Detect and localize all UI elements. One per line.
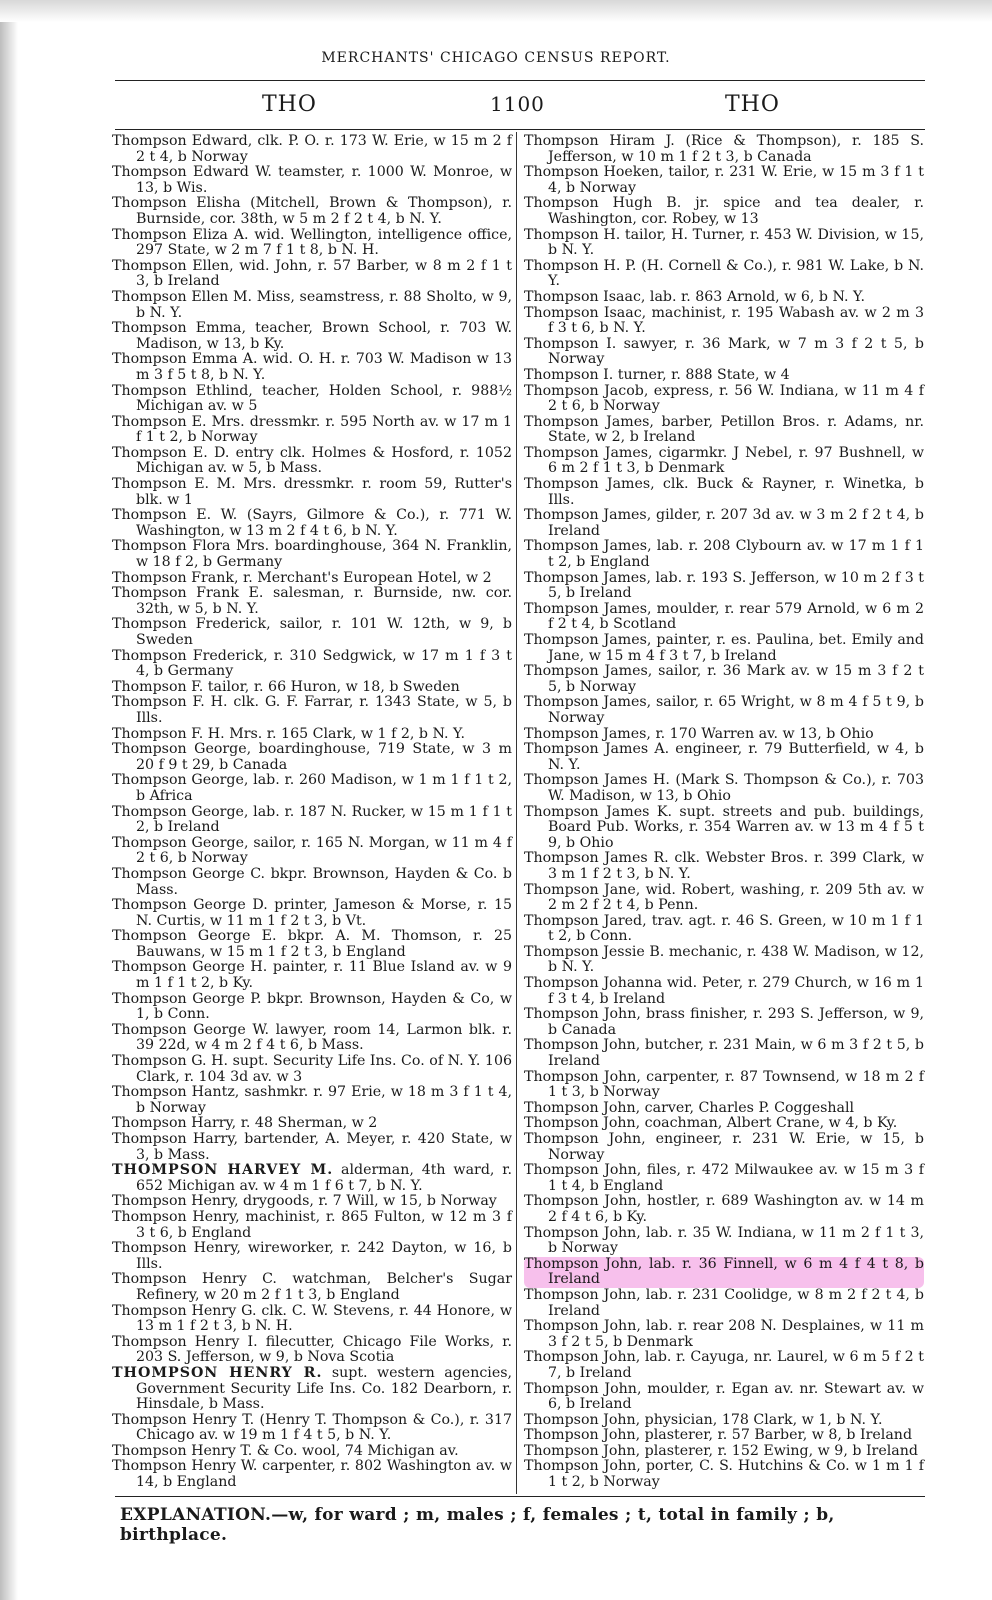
directory-entry [112,1241,512,1272]
entry-text: Thompson James, lab. r. 208 Clybourn av. w 17 m 1 f 1 t 2, b England [524,538,924,571]
entry-text: Thompson John, hostler, r. 689 Washington av. w 14 m 2 f 4 t 6, b Ky. [524,1193,924,1225]
entry-text: Thompson John, lab. r. Cayuga, nr. Laurel, w 6 m 5 f 2 t 7, b Ireland [524,1349,924,1381]
entry-text: Thompson James, sailor, r. 65 Wright, w 8 m 4 f 5 t 9, b Norway [524,694,924,726]
directory-entry [112,695,512,726]
header-rule-bottom [115,129,925,130]
directory-entry [524,477,924,508]
directory-entry [524,1163,924,1194]
directory-entry [524,290,924,306]
entry-text: Thompson John, plasterer, r. 57 Barber, w 8, b Ireland [524,1427,913,1444]
directory-entry [524,695,924,726]
directory-entry [112,649,512,680]
entry-text: Thompson Henry I. filecutter, Chicago File Works, r. 203 S. Jefferson, w 9, b Nova Scotia [112,1333,512,1366]
highlighted-directory-entry [524,1257,924,1288]
directory-entry [524,945,924,976]
entry-text: Thompson James R. clk. Webster Bros. r. 399 Clark, w 3 m 1 f 2 t 3, b N. Y. [524,850,924,882]
directory-entry [524,1101,924,1117]
directory-entry [524,1070,924,1101]
entry-text: Thompson Emma A. wid. O. H. r. 703 W. Madison w 13 m 3 f 5 t 8, b N. Y. [112,351,512,383]
directory-entry [524,1116,924,1132]
directory-entry [112,539,512,570]
entry-text: Thompson James H. (Mark S. Thompson & Co.), r. 703 W. Madison, w 13, b Ohio [524,772,924,804]
directory-entry [524,196,924,227]
entry-text: Thompson Frederick, sailor, r. 101 W. 12th, w 9, b Sweden [112,616,512,648]
entry-text: Thompson James A. engineer, r. 79 Butterfield, w 4, b N. Y. [524,741,924,773]
entry-text: Thompson Henry G. clk. C. W. Stevens, r. 44 Honore, w 13 m 1 f 2 t 3, b N. H. [112,1302,512,1335]
header-rule-top [115,80,925,81]
entry-text: Thompson I. sawyer, r. 36 Mark, w 7 m 3 f 2 t 5, b Norway [524,335,924,368]
directory-entry [524,1459,924,1490]
entry-text: Thompson H. tailor, H. Turner, r. 453 W. Division, w 15, b N. Y. [524,226,924,259]
entry-bold-name: THOMPSON HARVEY M. [112,1162,334,1179]
entry-text: Thompson John, moulder, r. Egan av. nr. Stewart av. w 6, b Ireland [524,1380,924,1413]
directory-entry [112,742,512,773]
entry-text: Thompson George, lab. r. 187 N. Rucker, w 15 m 1 f 1 t 2, b Ireland [112,803,512,836]
entry-text: Thompson Henry, drygoods, r. 7 Will, w 15, b Norway [112,1193,497,1210]
directory-entry [524,165,924,196]
left-column [112,134,512,1491]
entry-text: Thompson Frank E. salesman, r. Burnside, nw. cor. 32th, w 5, b N. Y. [112,585,512,617]
entry-text: Thompson Ellen, wid. John, r. 57 Barber, w 8 m 2 f 1 t 3, b Ireland [112,257,512,290]
directory-entry [112,1366,512,1413]
directory-entry [112,571,512,587]
directory-entry [524,742,924,773]
entry-text: Thompson John, physician, 178 Clark, w 1, b N. Y. [524,1411,883,1428]
entry-text: alderman, 4th ward, r. 652 Michigan av. w 4 m 1 f 6 t 7, b N. Y. [136,1162,513,1194]
entry-text: Thompson Emma, teacher, Brown School, r. 703 W. Madison, w 13, b Ky. [112,320,512,352]
entry-text: Thompson Henry T. (Henry T. Thompson & Co.), r. 317 Chicago av. w 19 m 1 f 4 t 5, b N. Y. [112,1411,512,1444]
directory-entry [112,477,512,508]
entry-text: Thompson John, porter, C. S. Hutchins & Co. w 1 m 1 f 1 t 2, b Norway [524,1458,924,1491]
directory-entry [524,633,924,664]
entry-text: Thompson George E. bkpr. A. M. Thomson, r. 25 Bauwans, w 15 m 1 f 2 t 3, b England [112,928,512,960]
entry-text: Thompson John, coachman, Albert Crane, w 4, b Ky. [524,1115,898,1132]
directory-entry [524,976,924,1007]
entry-text: Thompson Eliza A. wid. Wellington, intelligence office, 297 State, w 2 m 7 f 1 t 8, b N. H. [112,226,512,259]
directory-entry [524,1038,924,1069]
directory-entry [524,1444,924,1460]
entry-text: Thompson Isaac, lab. r. 863 Arnold, w 6, b N. Y. [524,288,866,305]
entry-text: Thompson James, painter, r. es. Paulina, bet. Emily and Jane, w 15 m 4 f 3 t 7, b Ireland [524,632,924,664]
directory-entry [524,1428,924,1444]
entry-text: Thompson E. D. entry clk. Holmes & Hosford, r. 1052 Michigan av. w 5, b Mass. [112,444,512,477]
directory-entry [112,134,512,165]
directory-entry [112,321,512,352]
directory-entry [524,446,924,477]
directory-entry [524,602,924,633]
directory-entry [112,898,512,929]
directory-entry [524,1226,924,1257]
directory-entry [524,851,924,882]
entry-bold-name: THOMPSON HENRY R. [112,1364,323,1381]
entry-text: Thompson Jessie B. mechanic, r. 438 W. Madison, w 12, b N. Y. [524,943,924,976]
entry-text: Thompson F. H. Mrs. r. 165 Clark, w 1 f 2, b N. Y. [112,725,466,742]
entry-text: Thompson John, plasterer, r. 152 Ewing, w 9, b Ireland [524,1442,918,1459]
directory-entry [112,196,512,227]
entry-text: Thompson John, lab. r. 231 Coolidge, w 8 m 2 f 2 t 4, b Ireland [524,1286,924,1319]
directory-entry [112,992,512,1023]
entry-text: Thompson John, carver, Charles P. Coggeshall [524,1099,855,1116]
directory-entry [524,368,924,384]
entry-text: Thompson Henry W. carpenter, r. 802 Washington av. w 14, b England [112,1458,512,1491]
directory-entry [524,883,924,914]
entry-text: Thompson G. H. supt. Security Life Ins. Co. of N. Y. 106 Clark, r. 104 3d av. w 3 [112,1053,512,1085]
directory-entry [112,1272,512,1303]
directory-entry [112,1023,512,1054]
entry-text: Thompson Ellen M. Miss, seamstress, r. 88 Sholto, w 9, b N. Y. [112,288,512,321]
directory-entry [112,805,512,836]
directory-entry [112,1163,512,1194]
directory-entry [112,836,512,867]
entry-text: Thompson Edward, clk. P. O. r. 173 W. Erie, w 15 m 2 f 2 t 4, b Norway [112,133,512,165]
entry-text: Thompson Harry, r. 48 Sherman, w 2 [112,1115,378,1132]
entry-text: Thompson James, cigarmkr. J Nebel, r. 97 Bushnell, w 6 m 2 f 1 t 3, b Denmark [524,444,924,477]
entry-text: Thompson James, gilder, r. 207 3d av. w 3 m 2 f 2 t 4, b Ireland [524,507,924,539]
directory-entry [112,259,512,290]
directory-entry [524,508,924,539]
directory-entry [524,773,924,804]
directory-entry [112,1132,512,1163]
directory-entry [524,914,924,945]
entry-text: Thompson George W. lawyer, room 14, Larmon blk. r. 39 22d, w 4 m 2 f 4 t 6, b Mass. [112,1021,512,1054]
directory-entry [112,228,512,259]
directory-entry [524,1382,924,1413]
entry-text: Thompson E. M. Mrs. dressmkr. r. room 59, Rutter's blk. w 1 [112,476,512,508]
directory-entry [524,134,924,165]
entry-text: Thompson Jane, wid. Robert, washing, r. 209 5th av. w 2 m 2 f 2 t 4, b Penn. [524,881,924,914]
entry-text: Thompson Edward W. teamster, r. 1000 W. Monroe, w 13, b Wis. [112,164,512,196]
directory-entry [112,586,512,617]
directory-entry [524,1288,924,1319]
entry-text: Thompson Henry, wireworker, r. 242 Dayton, w 16, b Ills. [112,1240,512,1272]
directory-entry [524,571,924,602]
directory-entry [112,1335,512,1366]
directory-entry [112,617,512,648]
entry-text: Thompson E. Mrs. dressmkr. r. 595 North av. w 17 m 1 f 1 t 2, b Norway [112,413,512,446]
directory-entry [524,664,924,695]
running-head: MERCHANTS' CHICAGO CENSUS REPORT. [321,50,671,66]
entry-text: Thompson John, files, r. 472 Milwaukee av. w 15 m 3 f 1 t 4, b England [524,1162,924,1194]
entry-text: Thompson Ethlind, teacher, Holden School, r. 988½ Michigan av. w 5 [112,382,512,415]
directory-entry [112,1054,512,1085]
entry-text: Thompson Harry, bartender, A. Meyer, r. 420 State, w 3, b Mass. [112,1131,512,1163]
entry-text: Thompson Johanna wid. Peter, r. 279 Church, w 16 m 1 f 3 t 4, b Ireland [524,975,924,1007]
entry-text: Thompson F. H. clk. G. F. Farrar, r. 1343 State, w 5, b Ills. [112,694,512,726]
entry-text: Thompson John, engineer, r. 231 W. Erie, w 15, b Norway [524,1131,924,1163]
entry-text: Thompson George, boardinghouse, 719 State, w 3 m 20 f 9 t 29, b Canada [112,741,512,773]
guide-word-right: THO [725,92,780,117]
directory-entry [524,727,924,743]
directory-entry [112,446,512,477]
directory-entry [112,508,512,539]
entry-text: Thompson Henry C. watchman, Belcher's Sugar Refinery, w 20 m 2 f 1 t 3, b England [112,1271,512,1303]
directory-entry [112,1413,512,1444]
directory-entry [524,1413,924,1429]
entry-text: Thompson John, lab. r. 35 W. Indiana, w 11 m 2 f 1 t 3, b Norway [524,1224,924,1257]
directory-entry [524,1132,924,1163]
directory-entry [112,1459,512,1490]
directory-entry [524,259,924,290]
entry-text: Thompson F. tailor, r. 66 Huron, w 18, b Sweden [112,678,460,695]
entry-text: Thompson Elisha (Mitchell, Brown & Thompson), r. Burnside, cor. 38th, w 5 m 2 f 2 t 4, b N. Y. [112,195,512,227]
entry-text: Thompson George, lab. r. 260 Madison, w 1 m 1 f 1 t 2, b Africa [112,772,512,804]
directory-entry [524,306,924,337]
entry-text: Thompson Hiram J. (Rice & Thompson), r. 185 S. Jefferson, w 10 m 1 f 2 t 3, b Canada [524,133,924,165]
entry-text: Thompson George P. bkpr. Brownson, Hayden & Co, w 1, b Conn. [112,990,512,1023]
directory-entry [112,1210,512,1241]
entry-text: Thompson Frank, r. Merchant's European Hotel, w 2 [112,569,492,586]
directory-entry [112,384,512,415]
page-number: 1100 [490,92,545,116]
entry-text: Thompson John, carpenter, r. 87 Townsend, w 18 m 2 f 1 t 3, b Norway [524,1068,924,1101]
directory-entry [524,1350,924,1381]
entry-text: Thompson James, clk. Buck & Rayner, r. Winetka, b Ills. [524,476,924,508]
directory-entry [112,290,512,321]
entry-text: Thompson George H. painter, r. 11 Blue Island av. w 9 m 1 f 1 t 2, b Ky. [112,959,512,992]
entry-text: Thompson James, lab. r. 193 S. Jefferson, w 10 m 2 f 3 t 5, b Ireland [524,569,924,602]
entry-text: Thompson I. turner, r. 888 State, w 4 [524,366,790,383]
entry-text: Thompson Jacob, express, r. 56 W. Indiana, w 11 m 4 f 2 t 6, b Norway [524,382,924,415]
directory-entry [524,539,924,570]
right-column [524,134,924,1491]
entry-text: Thompson Henry T. & Co. wool, 74 Michigan av. [112,1442,459,1459]
directory-entry [524,1319,924,1350]
entry-text: Thompson George C. bkpr. Brownson, Hayden & Co. b Mass. [112,865,512,898]
directory-entry [112,1194,512,1210]
entry-text: Thompson James K. supt. streets and pub. buildings, Board Pub. Works, r. 354 Warren av. w 13 m 4 f 5 t 9, b Ohio [524,803,924,851]
entry-text: supt. western agencies, Government Security Life Ins. Co. 182 Dearborn, r. Hinsdale, b Mass. [136,1364,513,1413]
directory-entry [112,415,512,446]
entry-text: Thompson John, brass finisher, r. 293 S. Jefferson, w 9, b Canada [524,1006,924,1038]
directory-entry [112,352,512,383]
directory-entry [112,1444,512,1460]
directory-entry [524,337,924,368]
directory-entry [112,867,512,898]
directory-entry [112,165,512,196]
directory-entry [524,228,924,259]
entry-text: Thompson Hantz, sashmkr. r. 97 Erie, w 18 m 3 f 1 t 4, b Norway [112,1084,512,1116]
footer-rule [115,1496,925,1497]
directory-entry [524,415,924,446]
entry-text: Thompson Flora Mrs. boardinghouse, 364 N. Franklin, w 18 f 2, b Germany [112,538,512,571]
directory-entry [112,1116,512,1132]
entry-text: Thompson E. W. (Sayrs, Gilmore & Co.), r. 771 W. Washington, w 13 m 2 f 4 t 6, b N. Y. [112,507,512,539]
directory-entry [112,929,512,960]
entry-text: Thompson H. P. (H. Cornell & Co.), r. 981 W. Lake, b N. Y. [524,257,924,290]
directory-entry [524,1194,924,1225]
directory-entry [524,805,924,852]
directory-entry [112,727,512,743]
entry-text: Thompson John, lab. r. 36 Finnell, w 6 m 4 f 4 t 8, b Ireland [524,1255,924,1288]
entry-text: Thompson Hugh B. jr. spice and tea dealer, r. Washington, cor. Robey, w 13 [524,195,924,227]
column-divider [516,132,517,1494]
explanation-footer: EXPLANATION.—w, for ward ; m, males ; f, females ; t, total in family ; b, birthplace. [120,1505,835,1545]
entry-text: Thompson John, lab. r. rear 208 N. Desplaines, w 11 m 3 f 2 t 5, b Denmark [524,1318,924,1350]
entry-text: Thompson James, moulder, r. rear 579 Arnold, w 6 m 2 f 2 t 4, b Scotland [524,600,924,633]
entry-text: Thompson George, sailor, r. 165 N. Morgan, w 11 m 4 f 2 t 6, b Norway [112,834,512,867]
entry-text: Thompson Frederick, r. 310 Sedgwick, w 17 m 1 f 3 t 4, b Germany [112,647,512,680]
entry-text: Thompson James, barber, Petillon Bros. r. Adams, nr. State, w 2, b Ireland [524,413,924,446]
entry-text: Thompson Hoeken, tailor, r. 231 W. Erie, w 15 m 3 f 1 t 4, b Norway [524,164,924,196]
directory-entry [524,1007,924,1038]
directory-entry [112,773,512,804]
directory-entry [112,1304,512,1335]
entry-text: Thompson John, butcher, r. 231 Main, w 6 m 3 f 2 t 5, b Ireland [524,1037,924,1070]
directory-entry [524,384,924,415]
guide-word-left: THO [262,92,317,117]
entry-text: Thompson Isaac, machinist, r. 195 Wabash av. w 2 m 3 f 3 t 6, b N. Y. [524,304,924,337]
entry-text: Thompson Jared, trav. agt. r. 46 S. Green, w 10 m 1 f 1 t 2, b Conn. [524,912,924,945]
entry-text: Thompson Henry, machinist, r. 865 Fulton, w 12 m 3 f 3 t 6, b England [112,1208,512,1241]
directory-entry [112,960,512,991]
scan-top-shadow [0,0,992,22]
entry-text: Thompson James, sailor, r. 36 Mark av. w 15 m 3 f 2 t 5, b Norway [524,663,924,695]
directory-entry [112,680,512,696]
entry-text: Thompson James, r. 170 Warren av. w 13, b Ohio [524,725,874,742]
directory-entry [112,1085,512,1116]
entry-text: Thompson George D. printer, Jameson & Morse, r. 15 N. Curtis, w 11 m 1 f 2 t 3, b Vt. [112,897,512,929]
scan-edge-shadow [0,0,18,1600]
